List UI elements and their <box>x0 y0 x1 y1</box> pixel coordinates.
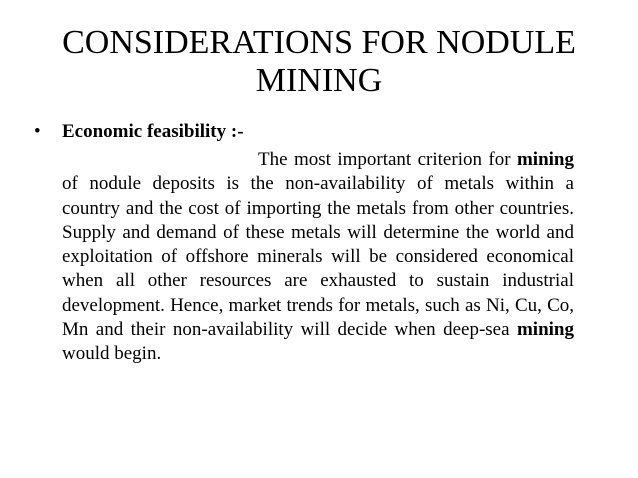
paragraph-text-2: of nodule deposits is the non-availability of metals within a country and the cost of importing the metals from other countries. Supply and demand of these metals will determine the world and exploitation of offshore minerals will be considered economical when all other resources are exhausted to sustain industrial development. Hence, market trends for metals, such as Ni, Cu, Co, Mn and their non-availability will decide when deep-sea <box>62 173 574 341</box>
bullet-item <box>34 120 244 144</box>
paragraph-bold-mining-2: mining <box>516 319 574 341</box>
paragraph-text-3: would begin. <box>62 343 162 365</box>
slide-title <box>40 24 598 100</box>
bullet-heading: Economic feasibility :- <box>62 121 244 142</box>
paragraph-text-1: The most important criterion for <box>258 149 517 170</box>
paragraph-bold-mining-1: mining <box>516 149 574 170</box>
bullet-icon: • <box>34 121 41 142</box>
slide-title-line-1: CONSIDERATIONS FOR NODULE <box>62 24 576 61</box>
slide-title-line-2: MINING <box>255 62 383 99</box>
body-paragraph <box>62 148 574 367</box>
